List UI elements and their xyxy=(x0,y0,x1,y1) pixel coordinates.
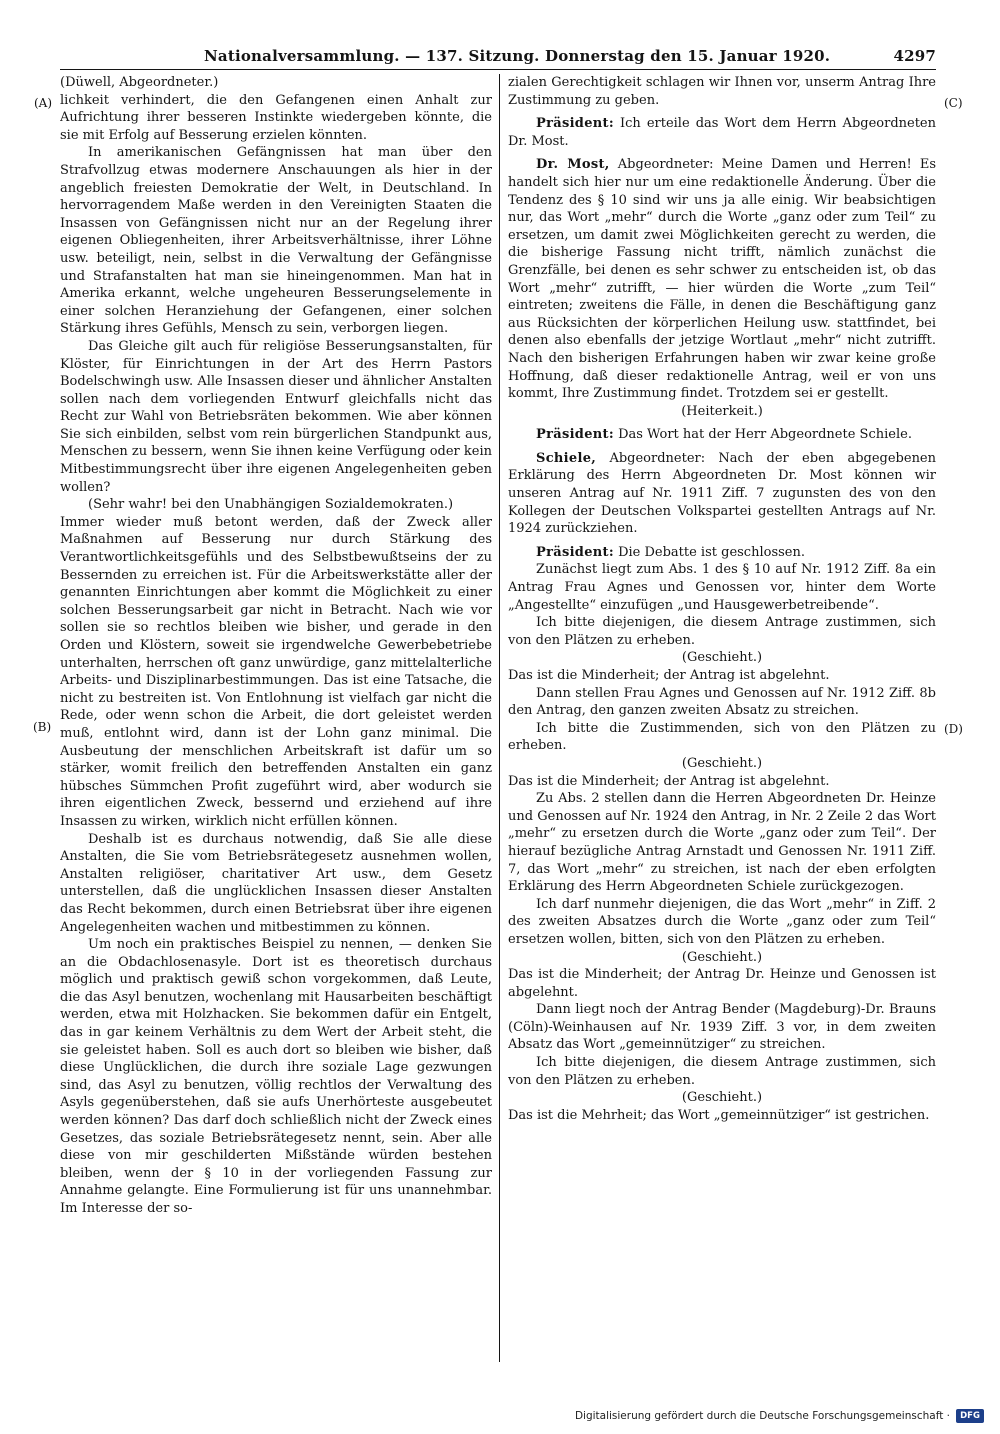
paragraph-text: (Düwell, Abgeordneter.) xyxy=(60,75,219,90)
speaker-name: Schiele, xyxy=(536,450,597,466)
page-header-title: Nationalversammlung. — 137. Sitzung. Donnerstag den 15. Januar 1920. xyxy=(204,47,831,65)
paragraph xyxy=(508,649,936,667)
paragraph xyxy=(60,831,492,937)
paragraph xyxy=(508,773,936,791)
paragraph-text: zialen Gerechtigkeit schlagen wir Ihnen vor, unserm Antrag Ihre Zustimmung zu geben. xyxy=(508,75,936,108)
paragraph-text: (Heiterkeit.) xyxy=(681,403,763,419)
paragraph xyxy=(508,685,936,720)
footer-credit: Digitalisierung gefördert durch die Deutsche Forschungsgemeinschaft · xyxy=(574,1410,950,1422)
paragraph-text: Zunächst liegt zum Abs. 1 des § 10 auf Nr. 1912 Ziff. 8a ein Antrag Frau Agnes und Genossen vor, hinter dem Worte „Angestellte“ einzufügen „und Hausgewerbetreibende“. xyxy=(508,562,936,613)
paragraph xyxy=(508,1001,936,1054)
paragraph-text: Ich erteile das Wort dem Herrn Abgeordneten Dr. Most. xyxy=(508,116,936,149)
paragraph xyxy=(508,614,936,649)
paragraph xyxy=(508,790,936,896)
paragraph-text: (Geschieht.) xyxy=(681,1090,763,1106)
paragraph-text: (Geschieht.) xyxy=(681,949,763,965)
paragraph-text: Ich bitte die Zustimmenden, sich von den Plätzen zu erheben. xyxy=(508,720,936,754)
dfg-logo: DFG xyxy=(956,1409,984,1423)
paragraph-text: Abgeordneter: Meine Damen und Herren! Es handelt sich hier nur um eine redaktionelle Änderung. Über die Tendenz des § 10 sind wir uns ja alle einig. Wir beabsichtigen nur, das Wort „mehr“ durch die Worte „ganz oder zum Teil“ zu ersetzen, um damit zwei Möglichkeiten gerecht zu werden, die die bisherige Fassung nicht trifft, nämlich zunächst die Grenzfälle, bei denen es sehr schwer zu entscheiden ist, ob das Wort „mehr“ zutrifft, — hier würden die Worte „zum Teil“ eintreten; zweitens die Fälle, in denen die Beschäftigung ganz aus Rücksichten der körperlichen Heilung usw. stattfindet, bei denen also ebenfalls der jetzige Wortlaut „mehr“ nicht zutrifft. Nach den bisherigen Erfahrungen haben wir zwar keine große Hoffnung, daß dieser redaktionelle Antrag, weil er von uns kommt, Ihre Zustimmung findet. Trotzdem sei er gestellt. xyxy=(508,157,936,402)
paragraph xyxy=(508,755,936,773)
paragraph-text: Die Debatte ist geschlossen. xyxy=(618,544,805,560)
column-divider xyxy=(499,74,500,1362)
paragraph xyxy=(508,115,936,150)
page-footer xyxy=(574,1406,988,1426)
paragraph xyxy=(508,949,936,967)
paragraph xyxy=(508,450,936,538)
margin-mark-c: (C) xyxy=(944,96,963,110)
paragraph xyxy=(60,144,492,338)
speaker-name: Präsident: xyxy=(536,116,614,132)
paragraph xyxy=(508,667,936,685)
paragraph-text: Abgeordneter: Nach der eben abgegebenen Erklärung des Herrn Abgeordneten Dr. Most können wir unseren Antrag auf Nr. 1911 Ziff. 7 zugunsten des von den Kollegen der Deutschen Volkspartei gestellten Antrags auf Nr. 1924 zurückziehen. xyxy=(508,450,936,537)
paragraph-text: Ich bitte diejenigen, die diesem Antrage zustimmen, sich von den Plätzen zu erheben. xyxy=(508,615,936,648)
paragraph-text: Um noch ein praktisches Beispiel zu nennen, — denken Sie an die Obdachlosenasyle. Dort ist es theoretisch durchaus möglich und praktisch gewiß schon vorgekommen, daß Leute, die das Asyl benutzen, wochenlang mit Hausarbeiten beschäftigt werden, etwa mit Holzhacken. Sie bekommen dafür ein Entgelt, das in gar keinem Verhältnis zu dem Wert der Arbeit steht, die sie geleistet haben. Soll es auch dort so bleiben wie bisher, daß diese Unglücklichen, die durch ihre soziale Lage gezwungen sind, das Asyl zu benutzen, völlig rechtlos der Verwaltung des Asyls gegenüberstehen, daß sie aufs Unerhörteste ausgebeutet werden können? Das darf doch schließlich nicht der Zweck eines Gesetzes, das soziale Betriebsrätegesetz nennt, sein. Aber alle diese von mir geschilderten Mißstände würden bestehen bleiben, wenn der § 10 in der vorliegenden Fassung zur Annahme gelangte. Eine Formulierung ist für uns unannehmbar. Im Interesse der so- xyxy=(60,937,492,1216)
paragraph xyxy=(60,514,492,831)
paragraph xyxy=(508,896,936,949)
paragraph-text: (Geschieht.) xyxy=(681,650,763,666)
paragraph-text: (Geschieht.) xyxy=(681,755,763,771)
paragraph xyxy=(508,1089,936,1107)
margin-mark-d: (D) xyxy=(944,722,963,736)
paragraph-text: lichkeit verhindert, die den Gefangenen einen Anhalt zur Aufrichtung ihrer besseren Instinkte wiedergeben könnte, die sie mit Erfolg auf Besserung erzielen könnten. xyxy=(60,92,492,143)
paragraph xyxy=(60,338,492,496)
paragraph-text: Das ist die Minderheit; der Antrag ist abgelehnt. xyxy=(508,668,830,683)
speaker-name: Präsident: xyxy=(536,544,614,560)
paragraph xyxy=(60,92,492,145)
paragraph xyxy=(508,966,936,1001)
paragraph-text: Dann liegt noch der Antrag Bender (Magdeburg)-Dr. Brauns (Cöln)-Weinhausen auf Nr. 1939 Ziff. 3 vor, in dem zweiten Absatz das Wort „gemeinnütziger“ zu streichen. xyxy=(508,1002,936,1053)
margin-mark-b: (B) xyxy=(33,720,52,734)
paragraph-text: Zu Abs. 2 stellen dann die Herren Abgeordneten Dr. Heinze und Genossen auf Nr. 1924 den Antrag, in Nr. 2 Zeile 2 das Wort „mehr“ zu ersetzen durch die Worte „ganz oder zum Teil“. Der hierauf bezügliche Antrag Arnstadt und Genossen Nr. 1911 Ziff. 7, das Wort „mehr“ zu streichen, ist nach der eben erfolgten Erklärung des Herrn Abgeordneten Schiele zurückgezogen. xyxy=(508,791,936,895)
page-number: 4297 xyxy=(893,47,936,65)
paragraph-text: In amerikanischen Gefängnissen hat man über den Strafvollzug etwas modernere Anschauungen als hier in der angeblich freiesten Demokratie der Welt, in Deutschland. In hervorragendem Maße werden in den Vereinigten Staaten die Insassen von Gefängnissen nicht nur an der Regelung ihrer eigenen Obliegenheiten, ihrer Arbeitsverhältnisse, ihrer Löhne usw. beteiligt, nein, selbst in die Verwaltung der Gefängnisse und Strafanstalten hat man sie hineingenommen. Man hat in Amerika erkannt, welche ungeheuren Besserungselemente in einer solchen Heranziehung der Gefangenen, einer solchen Stärkung ihres Gefühls, Mensch zu sein, verborgen liegen. xyxy=(60,145,492,337)
paragraph-text: Dann stellen Frau Agnes und Genossen auf Nr. 1912 Ziff. 8b den Antrag, den ganzen zweiten Absatz zu streichen. xyxy=(508,685,936,719)
speaker-name: Präsident: xyxy=(536,427,614,443)
paragraph-text: Das Wort hat der Herr Abgeordnete Schiele. xyxy=(618,427,912,443)
page-header xyxy=(60,44,936,68)
paragraph xyxy=(508,156,936,402)
paragraph xyxy=(508,74,936,109)
right-column xyxy=(508,74,936,1362)
paragraph xyxy=(508,1054,936,1089)
paragraph xyxy=(508,720,936,755)
paragraph-text: Das ist die Minderheit; der Antrag Dr. Heinze und Genossen ist abgelehnt. xyxy=(508,967,936,1000)
paragraph-text: Ich darf nunmehr diejenigen, die das Wort „mehr“ in Ziff. 2 des zweiten Absatzes durch die Worte „ganz oder zum Teil“ ersetzen wollen, bitten, sich von den Plätzen zu erheben. xyxy=(508,896,936,947)
header-rule xyxy=(60,69,936,70)
paragraph xyxy=(508,544,936,562)
left-column xyxy=(60,74,492,1362)
margin-mark-a: (A) xyxy=(34,96,53,110)
paragraph xyxy=(508,426,936,444)
paragraph xyxy=(508,561,936,614)
paragraph xyxy=(508,403,936,421)
paragraph xyxy=(60,74,492,92)
paragraph-text: Ich bitte diejenigen, die diesem Antrage zustimmen, sich von den Plätzen zu erheben. xyxy=(508,1055,936,1088)
paragraph-text: Das Gleiche gilt auch für religiöse Besserungsanstalten, für Klöster, für Einrichtungen in der Art des Herrn Pastors Bodelschwingh usw. Alle Insassen dieser und ähnlicher Anstalten sollen nach dem vorliegenden Entwurf gleichfalls nicht das Recht zur Wahl von Betriebsräten bekommen. Wie aber können Sie sich einbilden, selbst vom rein bürgerlichen Standpunkt aus, Menschen zu bessern, wenn Sie ihnen keine Verfügung oder kein Mitbestimmungsrecht über ihre eigenen Angelegenheiten geben wollen? xyxy=(60,338,492,495)
paragraph-text: (Sehr wahr! bei den Unabhängigen Sozialdemokraten.) xyxy=(88,497,454,513)
paragraph-text: Das ist die Minderheit; der Antrag ist abgelehnt. xyxy=(508,773,830,789)
paragraph xyxy=(60,936,492,1218)
paragraph-text: Immer wieder muß betont werden, daß der Zweck aller Maßnahmen auf Besserung nur durch Stärkung des Verantwortlichkeitsgefühls und des Selbstbewußtseins der zu Bessernden zu erreichen ist. Für die Arbeitswerkstätte aller der genannten Einrichtungen aber kommt die Möglichkeit zu einer solchen Besserungsarbeit gar nicht in Betracht. Nach wie vor sollen sie so rechtlos bleiben wie bisher, und gerade in den Orden und Klöstern, soweit sie irgendwelche Gewerbebetriebe unterhalten, herrschen oft ganz unwürdige, ganz mittelalterliche Arbeits- und Disziplinarbestimmungen. Das ist eine Tatsache, die nicht zu bestreiten ist. Von Entlohnung ist vielfach gar nicht die Rede, oder wenn schon die Arbeit, die dort geleistet werden muß, entlohnt wird, dann ist der Lohn ganz minimal. Die Ausbeutung der menschlichen Arbeitskraft ist dafür um so stärker, womit freilich den betreffenden Anstalten ein ganz hübsches Sümmchen Profit zugeführt wird, aber wodurch sie ihren eigentlichen Zweck, bessernd und erziehend auf ihre Insassen zu wirken, wirklich nicht erfüllen können. xyxy=(60,514,492,829)
paragraph xyxy=(60,496,492,514)
paragraph-text: Deshalb ist es durchaus notwendig, daß Sie alle diese Anstalten, die Sie vom Betriebsrätegesetz ausnehmen wollen, Anstalten religiöser, charitativer Art usw., dem Gesetz unterstellen, daß die unglücklichen Insassen dieser Anstalten das Recht bekommen, durch einen Betriebsrat über ihre eigenen Angelegenheiten wachen und mitbestimmen zu können. xyxy=(60,831,492,935)
paragraph xyxy=(508,1107,936,1125)
speaker-name: Dr. Most, xyxy=(536,157,610,173)
paragraph-text: Das ist die Mehrheit; das Wort „gemeinnütziger“ ist gestrichen. xyxy=(508,1107,930,1123)
